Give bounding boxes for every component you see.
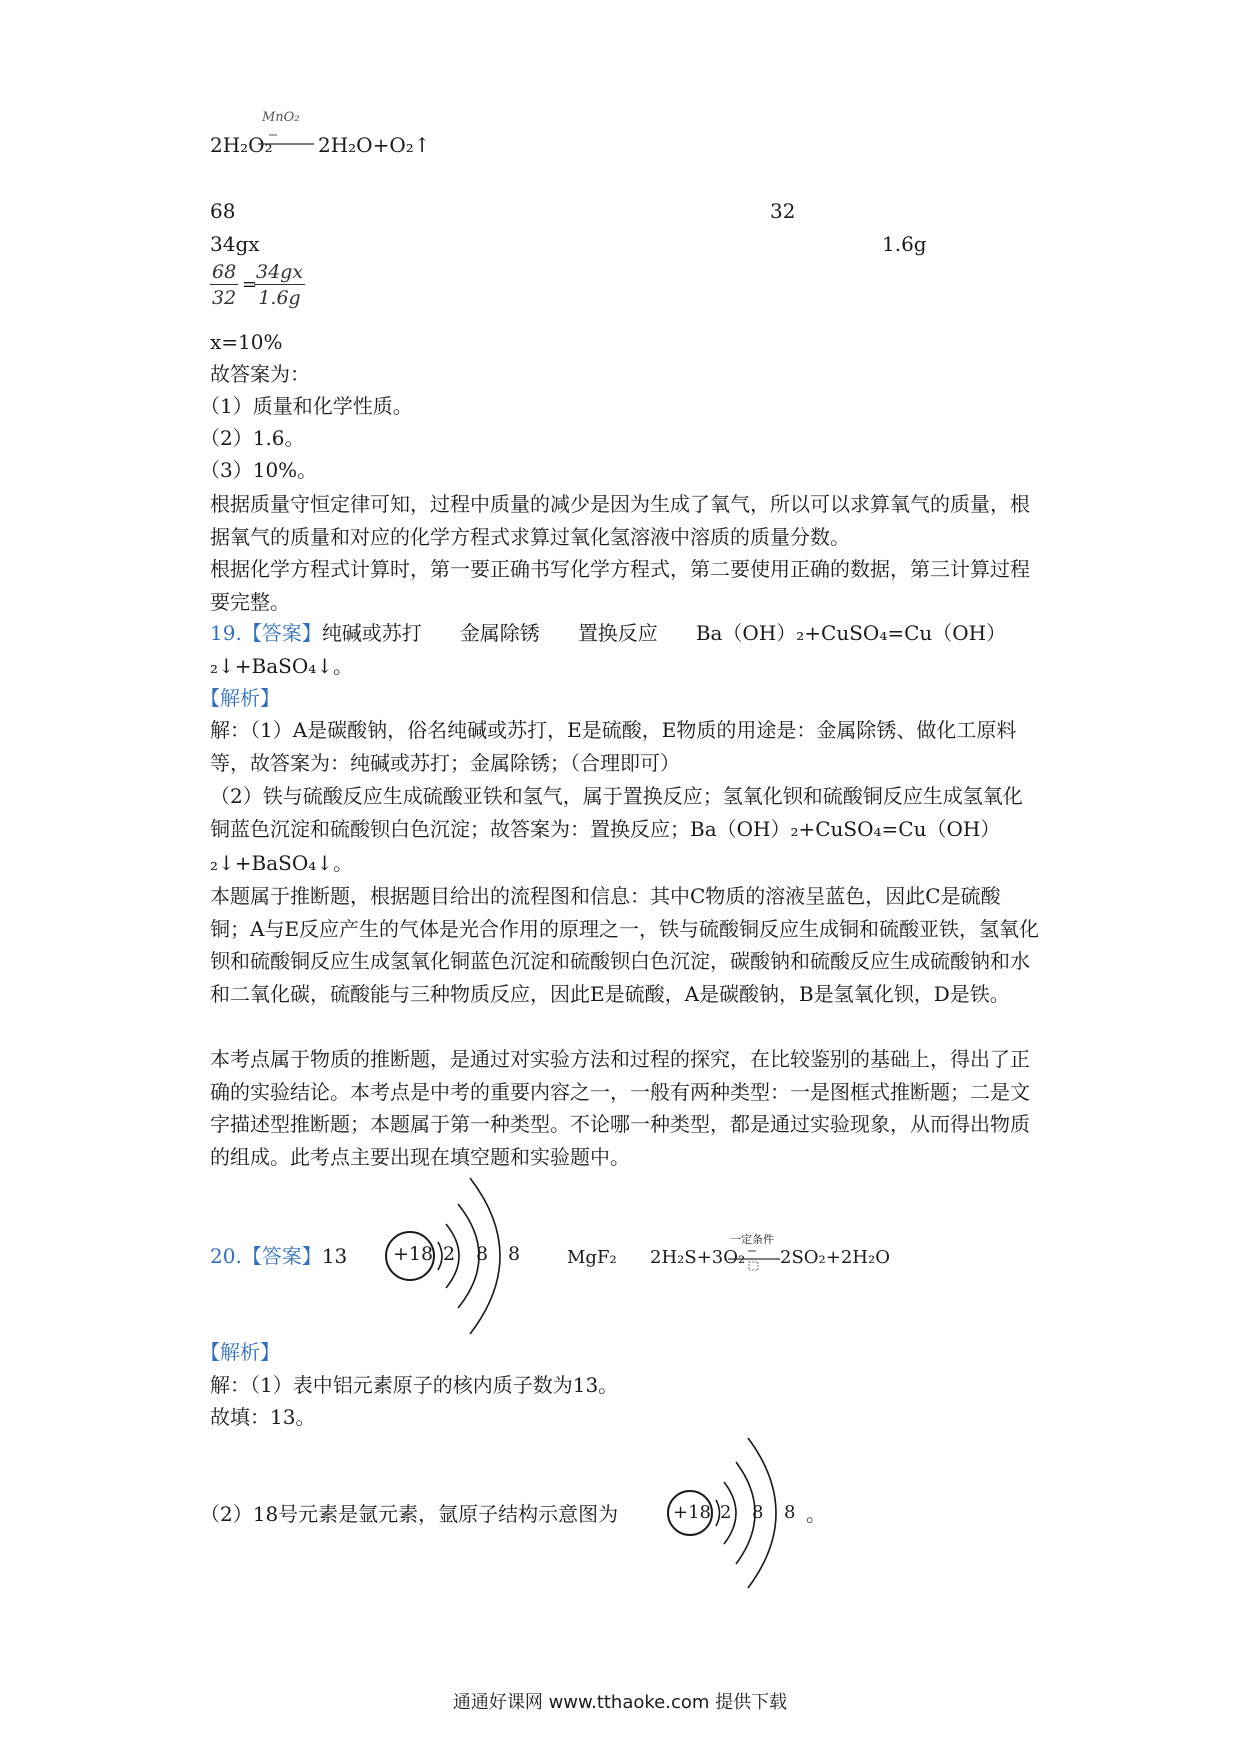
q20-eq-condition: 一定条件 xyxy=(730,1233,774,1246)
answer-intro: 故答案为： xyxy=(210,362,310,386)
answer-1: （1）质量和化学性质。 xyxy=(200,394,413,418)
q19-paragraph-2: （2）铁与硫酸反应生成硫酸亚铁和氢气，属于置换反应；氢氧化钡和硫酸铜反应生成氢氧化铜蓝色沉淀和硫酸钡白色沉淀；故答案为：置换反应；Ba（OH）₂+CuSO₄=Cu（OH） xyxy=(210,784,1023,841)
fraction-right-denominator: 1.6g xyxy=(258,287,301,309)
q20-analysis-tag: 【解析】 xyxy=(200,1340,280,1364)
equation-right: 2H₂O+O₂↑ xyxy=(318,133,431,157)
fraction-right-numerator: 34gx xyxy=(256,261,304,283)
q20-answer-prefix xyxy=(210,1240,347,1272)
q19-number: 19. xyxy=(210,621,242,645)
q20-paragraph-3-end: 。 xyxy=(806,1502,826,1526)
q20-eq-arrow xyxy=(728,1246,780,1272)
given-right: 1.6g xyxy=(882,232,927,256)
atom-shell-1: 2 xyxy=(443,1243,456,1265)
fraction-left-numerator: 68 xyxy=(212,261,237,283)
q19-answer-4: Ba（OH）₂+CuSO₄=Cu（OH） xyxy=(695,621,1007,645)
fraction-right xyxy=(254,260,305,311)
catalyst-label: MnO₂ xyxy=(262,110,300,125)
atom2-shell-2: 8 xyxy=(752,1502,764,1523)
q20-number: 20. xyxy=(210,1244,242,1268)
q20-answer-3: MgF₂ xyxy=(567,1247,617,1268)
q20-paragraph-1: 解：（1）表中铝元素原子的核内质子数为13。 xyxy=(210,1373,619,1397)
q20-answer-tag: 【答案】 xyxy=(241,1244,322,1268)
q19-answer-3: 置换反应 xyxy=(577,621,658,645)
q19-answer-2: 金属除锈 xyxy=(459,621,540,645)
q19-paragraph-3: 本题属于推断题，根据题目给出的流程图和信息：其中C物质的溶液呈蓝色，因此C是硫酸铜；A与E反应产生的气体是光合作用的原理之一，铁与硫酸铜反应生成铜和硫酸亚铁，氢氧化钡和硫酸铜反应生成氢氧化铜蓝色沉淀和硫酸钡白色沉淀，碳酸钠和硫酸反应生成硫酸钠和水和二氧化碳，硫酸能与三种物质反应，因此E是硫酸，A是碳酸钠，B是氢氧化钡，D是铁。 xyxy=(210,884,1040,1006)
q20-eq-right: 2SO₂+2H₂O xyxy=(780,1247,890,1268)
q20-paragraph-3: （2）18号元素是氩元素，氩原子结构示意图为 xyxy=(200,1502,619,1526)
mass-left: 68 xyxy=(210,199,236,223)
atom-nucleus-label: +18 xyxy=(393,1243,434,1265)
q19-paragraph-4: 本考点属于物质的推断题，是通过对实验方法和过程的探究，在比较鉴别的基础上，得出了正确的实验结论。本考点是中考的重要内容之一，一般有两种类型：一是图框式推断题；二是文字描述型推断题；本题属于第一种类型。不论哪一种类型，都是通过实验现象，从而得出物质的组成。此考点主要出现在填空题和实验题中。 xyxy=(210,1047,1030,1169)
q18-explanation-2: 根据化学方程式计算时，第一要正确书写化学方程式，第二要使用正确的数据，第三计算过程要完整。 xyxy=(210,557,1030,614)
atom2-shell-1: 2 xyxy=(720,1502,732,1523)
q19-paragraph-2-cont: ₂↓+BaSO₄↓。 xyxy=(210,851,354,875)
atom2-nucleus-label: +18 xyxy=(673,1502,711,1523)
fraction-left-denominator: 32 xyxy=(212,287,237,309)
mass-right: 32 xyxy=(770,199,796,223)
reaction-arrow-line xyxy=(258,128,314,148)
q19-analysis-tag: 【解析】 xyxy=(200,686,280,710)
q19-answer-4-cont: ₂↓+BaSO₄↓。 xyxy=(210,654,354,678)
equation-left: 2H₂O₂ xyxy=(210,133,273,157)
q20-paragraph-2: 故填：13。 xyxy=(210,1405,316,1429)
atom-shell-3: 8 xyxy=(508,1243,521,1265)
atom2-shell-3: 8 xyxy=(784,1502,796,1523)
page-footer: 通通好课网 www.tthaoke.com 提供下载 xyxy=(452,1692,788,1713)
equation-result: x=10% xyxy=(210,330,283,354)
given-left: 34gx xyxy=(210,232,260,256)
q19-answer-tag: 【答案】 xyxy=(241,621,322,645)
q19-answer-1: 纯碱或苏打 xyxy=(321,621,422,645)
answer-2: （2）1.6。 xyxy=(200,426,305,450)
fraction-left xyxy=(210,260,238,311)
q20-eq-left: 2H₂S+3O₂ xyxy=(650,1247,746,1268)
equals-sign: = xyxy=(242,274,258,295)
q19-paragraph-1: 解：（1）A是碳酸钠，俗名纯碱或苏打，E是硫酸，E物质的用途是：金属除锈、做化工原料等，故答案为：纯碱或苏打；金属除锈；（合理即可） xyxy=(210,718,1017,775)
q19-answer-line xyxy=(210,617,1006,649)
q18-explanation-1: 根据质量守恒定律可知，过程中质量的减少是因为生成了氧气，所以可以求算氧气的质量，根据氧气的质量和对应的化学方程式求算过氧化氢溶液中溶质的质量分数。 xyxy=(210,492,1030,549)
answer-3: （3）10%。 xyxy=(200,458,318,482)
q20-answer-1: 13 xyxy=(321,1244,348,1268)
atom-shell-2: 8 xyxy=(476,1243,489,1265)
